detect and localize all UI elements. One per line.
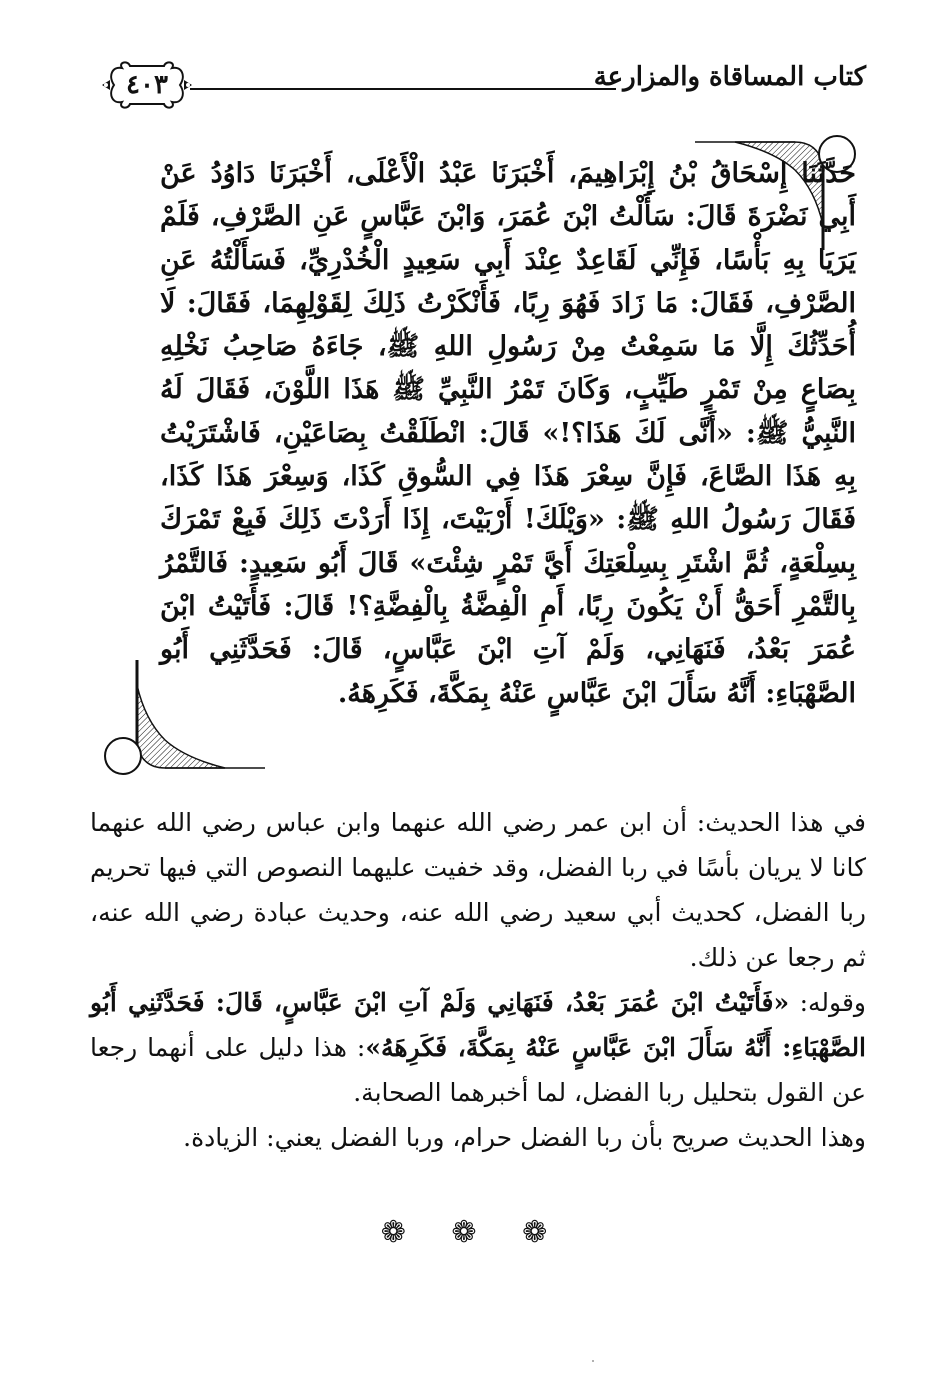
commentary-paragraph-2 — [90, 980, 866, 1115]
commentary-paragraph-1: في هذا الحديث: أن ابن عمر رضي الله عنهما وابن عباس رضي الله عنهما كانا لا يريان بأسًا في ربا الفضل، وقد خفيت عليهما النصوص التي فيها تحريم ربا الفضل، كحديث أبي سعيد رضي الله عنه، وحديث عبادة رضي الله عنه، ثم رجعا عن ذلك. — [90, 808, 866, 972]
running-header-title: كتاب المساقاة والمزارعة — [593, 62, 866, 92]
header-rule — [190, 88, 616, 90]
section-separator-stars: ❁ ❁ ❁ — [380, 1215, 566, 1250]
hadith-text: حَدَّثَنَا إِسْحَاقُ بْنُ إِبْرَاهِيمَ، أَخْبَرَنَا عَبْدُ الْأَعْلَى، أَخْبَرَنَا دَاوُدُ عَنْ أَبِي نَضْرَةَ قَالَ: سَأَلْتُ ابْنَ عُمَرَ، وَابْنَ عَبَّاسٍ عَنِ الصَّرْفِ، فَلَمْ يَرَيَا بِهِ بَأْسًا، فَإِنِّي لَقَاعِدٌ عِنْدَ أَبِي سَعِيدٍ الْخُدْرِيِّ، فَسَأَلْتُهُ عَنِ الصَّرْفِ، فَقَالَ: مَا زَادَ فَهُوَ رِبًا، فَأَنْكَرْتُ ذَلِكَ لِقَوْلِهِمَا، فَقَالَ: لَا أُحَدِّثُكَ إِلَّا مَا سَمِعْتُ مِنْ رَسُولِ اللهِ ﷺ، جَاءَهُ صَاحِبُ نَخْلِهِ بِصَاعٍ مِنْ تَمْرٍ طَيِّبٍ، وَكَانَ تَمْرُ النَّبِيِّ ﷺ هَذَا اللَّوْنَ، فَقَالَ لَهُ النَّبِيُّ ﷺ: «أَنَّى لَكَ هَذَا؟!» قَالَ: انْطَلَقْتُ بِصَاعَيْنِ، فَاشْتَرَيْتُ بِهِ هَذَا الصَّاعَ، فَإِنَّ سِعْرَ هَذَا فِي السُّوقِ كَذَا، وَسِعْرَ هَذَا كَذَا، فَقَالَ رَسُولُ اللهِ ﷺ: «وَيْلَكَ! أَرْبَيْتَ، إِذَا أَرَدْتَ ذَلِكَ فَبِعْ تَمْرَكَ بِسِلْعَةٍ، ثُمَّ اشْتَرِ بِسِلْعَتِكَ أَيَّ تَمْرٍ شِئْتَ» قَالَ أَبُو سَعِيدٍ: فَالتَّمْرُ بِالتَّمْرِ أَحَقُّ أَنْ يَكُونَ رِبًا، أَمِ الْفِضَّةُ بِالْفِضَّةِ؟! قَالَ: فَأَتَيْتُ ابْنَ عُمَرَ بَعْدُ، فَنَهَانِي، وَلَمْ آتِ ابْنَ عَبَّاسٍ، قَالَ: فَحَدَّثَنِي أَبُو الصَّهْبَاءِ: أَنَّهُ سَأَلَ ابْنَ عَبَّاسٍ عَنْهُ بِمَكَّةَ، فَكَرِهَهُ. — [160, 158, 856, 709]
commentary — [90, 800, 866, 1160]
page-number: ٤٠٣ — [126, 70, 168, 100]
commentary-remark: : هذا دليل على أنهما رجعا عن القول بتحليل ربا الفضل، لما أخبرهما الصحابة. — [90, 1033, 866, 1107]
commentary-lead: وقوله: — [789, 988, 866, 1017]
commentary-quote: «فَأَتَيْتُ ابْنَ عُمَرَ بَعْدُ، فَنَهَانِي وَلَمْ آتِ ابْنَ عَبَّاسٍ، قَالَ: فَحَدَّثَنِي أَبُو الصَّهْبَاءِ: أَنَّهُ سَأَلَ ابْنَ عَبَّاسٍ عَنْهُ بِمَكَّةَ، فَكَرِهَهُ» — [90, 988, 867, 1062]
page-number-ornament — [100, 58, 194, 112]
commentary-paragraph-3: وهذا الحديث صريح بأن ربا الفضل حرام، وربا الفضل يعني: الزيادة. — [183, 1123, 866, 1152]
scan-speck — [592, 1360, 594, 1362]
